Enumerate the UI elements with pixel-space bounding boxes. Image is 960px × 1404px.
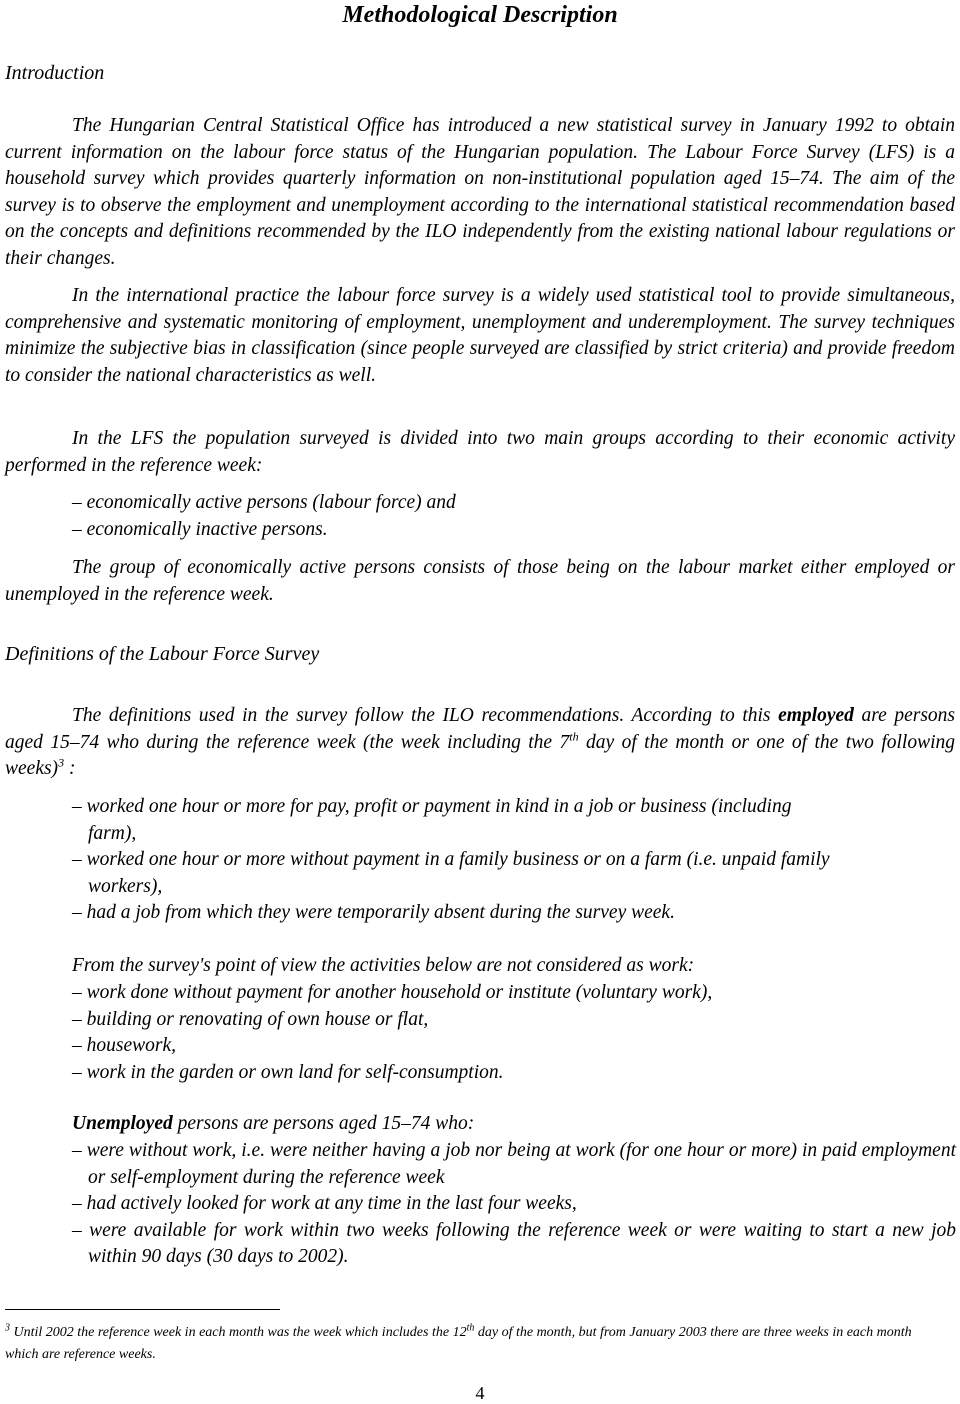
footnote-text: Until 2002 the reference week in each month was the week which includes the 12 (13, 1325, 467, 1340)
unemployed-definition (72, 1111, 932, 1138)
intro-paragraph-4: The group of economically active persons consists of those being on the labour market either employed or unemployed in the reference week. (5, 557, 955, 605)
unemployed-term: Unemployed (72, 1113, 173, 1134)
intro-paragraph-3: In the LFS the population surveyed is divided into two main groups according to their economic activity performed in the reference week: (5, 428, 955, 476)
intro-paragraph-2: In the international practice the labour force survey is a widely used statistical tool to provide simultaneous, comprehensive and systematic monitoring of employment, unemployment and underemployment. The survey techniques minimize the subjective bias in classification (since people surveyed are classified by strict criteria) and provide freedom to consider the national characteristics as well. (5, 285, 955, 386)
list-item: – economically inactive persons. (72, 518, 328, 540)
list-item: – economically active persons (labour force) and (72, 492, 456, 513)
employed-intro: The definitions used in the survey follow the ILO recommendations. According to this (72, 705, 771, 726)
list-item: – work in the garden or own land for self-consumption. (72, 1061, 504, 1083)
footnote-text-2: day of the month, but from January 2003 there are three weeks in each month which are reference weeks. (5, 1325, 912, 1362)
ordinal-suffix: th (466, 1322, 475, 1334)
activity-groups-list (72, 490, 456, 543)
list-item: – had actively looked for work at any time in the last four weeks, (72, 1193, 577, 1214)
list-item: – were without work, i.e. were neither having a job nor being at work (for one hour or more) in paid employment or self-employment during the reference week (72, 1140, 956, 1188)
list-item: – housework, (72, 1035, 176, 1056)
employed-term: employed (778, 705, 854, 726)
list-item: – had a job from which they were temporarily absent during the survey week. (72, 902, 675, 923)
list-item: – worked one hour or more for pay, profit or payment in kind in a job or business (including farm), (72, 796, 792, 844)
employed-rest: are persons aged 15–74 who during the reference week (the week including the 7 (5, 705, 956, 753)
introduction-heading: Introduction (5, 62, 105, 84)
list-item: – were available for work within two weeks following the reference week or were waiting to start a new job within 90 days (30 days to 2002). (72, 1219, 956, 1267)
footnote-divider (5, 1309, 280, 1310)
list-item: – worked one hour or more without payment in a family business or on a farm (i.e. unpaid family workers), (72, 849, 830, 897)
ordinal-suffix: th (569, 729, 579, 743)
list-item: – work done without payment for another household or institute (voluntary work), (72, 982, 713, 1003)
list-item: – building or renovating of own house or flat, (72, 1008, 429, 1030)
page-number: 4 (475, 1383, 485, 1403)
employed-definition (5, 703, 955, 783)
intro-paragraph-1: The Hungarian Central Statistical Office has introduced a new statistical survey in January 1992 to obtain current information on the labour force status of the Hungarian population. The Labour Force Survey (LFS) is a household survey which provides quarterly information on non-institutional population aged 15–74. The aim of the survey is to observe the employment and unemployment according to the international statistical recommendation based on the concepts and definitions recommended by the ILO independently from the existing national labour regulations or their changes. (5, 115, 955, 269)
employed-rest-2: day of the month or one of the two following weeks) (5, 731, 956, 779)
unemployed-criteria-list (72, 1138, 956, 1271)
footnote (5, 1322, 945, 1366)
footnote-mark: 3 (58, 755, 65, 770)
unemployed-rest: persons are persons aged 15–74 who: (177, 1113, 475, 1134)
footnote-mark: 3 (5, 1322, 10, 1334)
definitions-heading: Definitions of the Labour Force Survey (5, 643, 320, 665)
employed-colon: : (64, 758, 76, 779)
not-work-list (72, 980, 932, 1086)
page-title: Methodological Description (342, 2, 618, 28)
employed-criteria-list (72, 794, 832, 927)
not-work-intro: From the survey's point of view the activities below are not considered as work: (72, 955, 695, 976)
